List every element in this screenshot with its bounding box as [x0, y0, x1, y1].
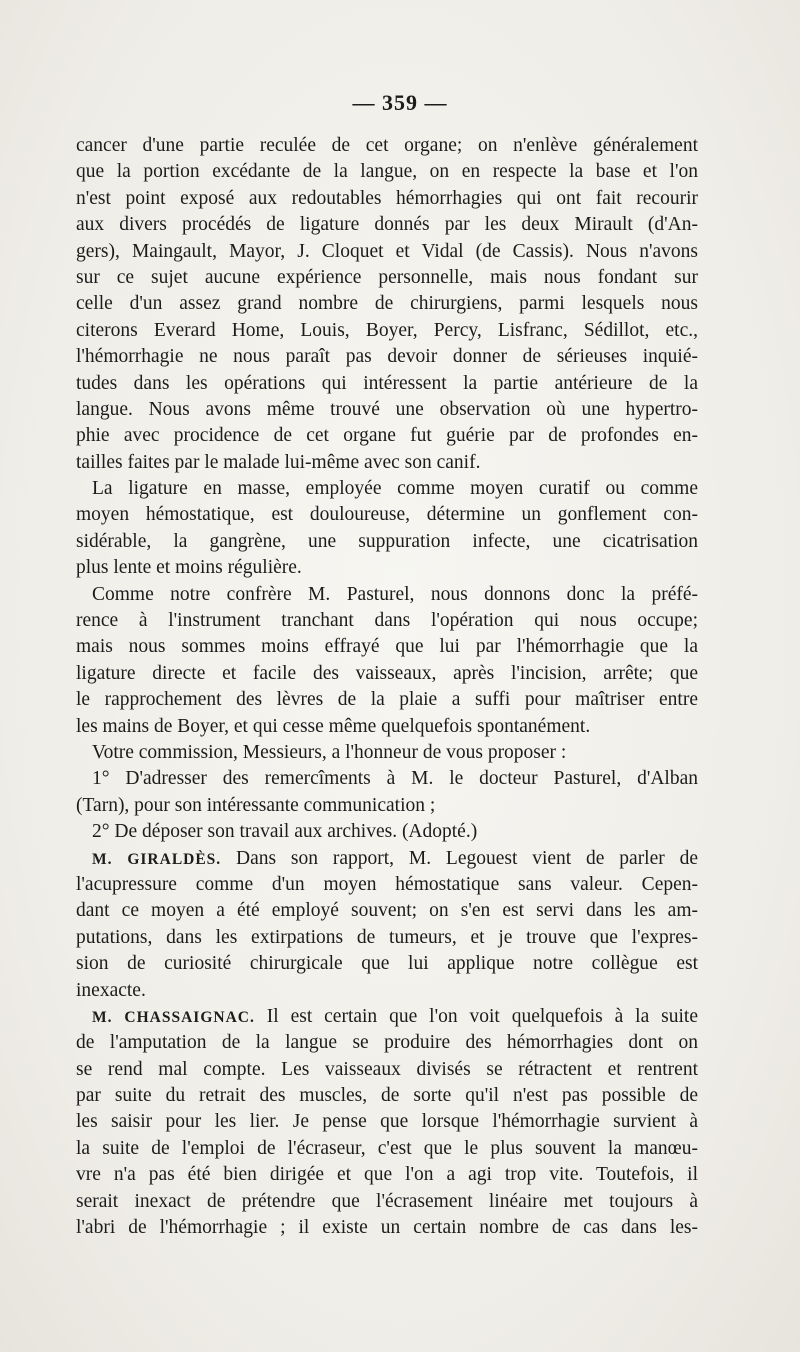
- text-line: le rapprochement des lèvres de la plaie a suffi pour maîtriser entre: [76, 689, 698, 711]
- speaker-text: Il est certain que l'on voit quelquefois à la suite: [254, 1005, 698, 1027]
- text-line: inexacte.: [76, 979, 146, 1001]
- text-line: la suite de l'emploi de l'écraseur, c'est que le plus souvent la manœu-: [76, 1137, 698, 1159]
- text-line: citerons Everard Home, Louis, Boyer, Percy, Lisfranc, Sédillot, etc.,: [76, 319, 698, 341]
- text-line: putations, dans les extirpations de tumeurs, et je trouve que l'expres-: [76, 926, 698, 948]
- text-line: n'est point exposé aux redoutables hémorrhagies qui ont fait recourir: [76, 187, 698, 209]
- text-line: l'hémorrhagie ne nous paraît pas devoir donner de sérieuses inquié-: [76, 346, 698, 368]
- text-line: tailles faites par le malade lui-même avec son canif.: [76, 451, 481, 473]
- text-line: aux divers procédés de ligature donnés par les deux Mirault (d'An-: [76, 214, 698, 236]
- text-line: La ligature en masse, employée comme moyen curatif ou comme: [92, 478, 698, 500]
- text-line: Comme notre confrère M. Pasturel, nous donnons donc la préfé-: [92, 583, 698, 605]
- text-line: cancer d'une partie reculée de cet organe; on n'enlève généralement: [76, 135, 698, 156]
- text-line: sion de curiosité chirurgicale que lui applique notre collègue est: [76, 953, 698, 975]
- text-line: serait inexact de prétendre que l'écrasement linéaire met toujours à: [76, 1190, 698, 1212]
- text-line: (Tarn), pour son intéressante communication ;: [76, 794, 436, 816]
- speaker-name: M. CHASSAIGNAC.: [92, 1008, 255, 1026]
- text-line: 1° D'adresser des remercîments à M. le docteur Pasturel, d'Alban: [92, 768, 698, 790]
- text-line: langue. Nous avons même trouvé une observation où une hypertro-: [76, 398, 698, 420]
- speaker-text: Dans son rapport, M. Legouest vient de parler de: [221, 847, 698, 869]
- text-line: 2° De déposer son travail aux archives. (Adopté.): [92, 821, 478, 843]
- text-line: moyen hémostatique, est douloureuse, détermine un gonflement con-: [76, 504, 698, 526]
- text-line: se rend mal compte. Les vaisseaux divisés se rétractent et rentrent: [76, 1058, 698, 1080]
- text-line: sidérable, la gangrène, une suppuration infecte, une cicatrisation: [76, 530, 698, 552]
- speaker-line: [76, 846, 698, 872]
- text-line: plus lente et moins régulière.: [76, 557, 302, 579]
- text-line: tudes dans les opérations qui intéressent la partie antérieure de la: [76, 372, 698, 394]
- text-line: gers), Maingault, Mayor, J. Cloquet et Vidal (de Cassis). Nous n'avons: [76, 240, 698, 262]
- text-line: mais nous sommes moins effrayé que lui par l'hémorrhagie que la: [76, 636, 698, 658]
- text-line: sur ce sujet aucune expérience personnelle, mais nous fondant sur: [76, 266, 698, 288]
- text-line: dant ce moyen a été employé souvent; on s'en est servi dans les am-: [76, 900, 698, 922]
- page-body: [76, 133, 698, 1241]
- text-line: phie avec procidence de cet organe fut guérie par de profondes en-: [76, 425, 698, 447]
- text-line: ligature directe et facile des vaisseaux, après l'incision, arrête; que: [76, 662, 698, 684]
- page-number: — 359 —: [352, 90, 448, 115]
- text-line: les saisir pour les lier. Je pense que lorsque l'hémorrhagie survient à: [76, 1111, 698, 1133]
- text-line: Votre commission, Messieurs, a l'honneur de vous proposer :: [92, 741, 567, 763]
- text-line: vre n'a pas été bien dirigée et que l'on a agi trop vite. Toutefois, il: [76, 1164, 698, 1186]
- speaker-line: [76, 1004, 698, 1030]
- text-line: les mains de Boyer, et qui cesse même quelquefois spontanément.: [76, 715, 591, 737]
- text-line: l'abri de l'hémorrhagie ; il existe un certain nombre de cas dans les-: [76, 1217, 698, 1239]
- text-line: rence à l'instrument tranchant dans l'opération qui nous occupe;: [76, 610, 698, 632]
- text-line: de l'amputation de la langue se produire des hémorrhagies dont on: [76, 1032, 698, 1054]
- text-line: celle d'un assez grand nombre de chirurgiens, parmi lesquels nous: [76, 293, 698, 315]
- text-line: que la portion excédante de la langue, on en respecte la base et l'on: [76, 161, 698, 183]
- text-line: l'acupressure comme d'un moyen hémostatique sans valeur. Cepen-: [76, 873, 698, 895]
- speaker-name: M. GIRALDÈS.: [92, 850, 222, 868]
- text-line: par suite du retrait des muscles, de sorte qu'il n'est pas possible de: [76, 1085, 698, 1107]
